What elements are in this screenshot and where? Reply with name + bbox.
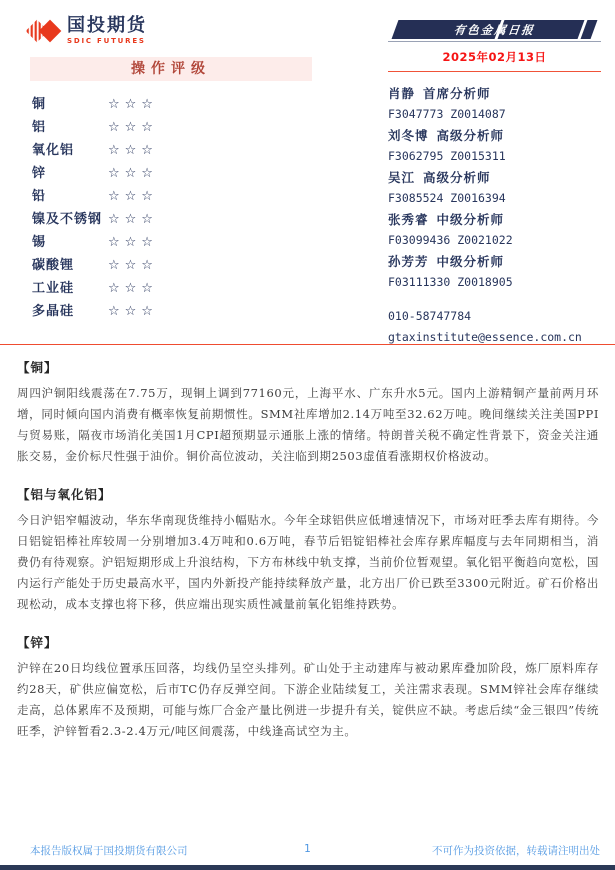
report-type-banner	[392, 20, 598, 39]
rating-panel-title: 操作评级	[30, 57, 312, 81]
section-copper	[17, 358, 599, 467]
logo-diamond-icon	[26, 16, 62, 50]
red-divider-line	[0, 344, 615, 345]
analyst-codes: F3062795 Z0015311	[388, 149, 506, 163]
analyst-name: 张秀睿	[388, 212, 429, 227]
section-title: 【锌】	[17, 635, 58, 650]
section-title: 【铝与氧化铝】	[17, 487, 112, 502]
metal-label: 氧化铝	[32, 143, 75, 158]
page-footer	[0, 843, 615, 861]
section-zinc	[17, 633, 599, 742]
analyst-codes: F3047773 Z0014087	[388, 107, 506, 121]
rating-row	[32, 162, 312, 185]
rating-row	[32, 139, 312, 162]
report-info-column	[388, 20, 601, 348]
report-type-banner-wrap	[388, 20, 601, 42]
analyst-name: 肖静	[388, 86, 416, 101]
section-body-text: 周四沪铜阳线震荡在7.75万，现铜上调到77160元，上海平水、广东升水5元。国内上游精铜产量前两月环增，同时倾向国内消费有概率恢复前期惯性。SMM社库增加2.14万吨至32.62万吨。晚间继续关注美国PPI与贸易账，隔夜市场消化美国1月CPI超预期显示通胀上涨的情绪。特朗普关税不确定性背景下，资金关注通胀交易，金价标尺性强于油价。铜价高位波动，关注临到期2503虚值看涨期权价格波动。	[17, 386, 599, 463]
logo-text	[67, 16, 147, 45]
star-rating: ☆☆☆	[108, 304, 158, 319]
star-rating: ☆☆☆	[108, 281, 158, 296]
rating-row	[32, 93, 312, 116]
section-body-text: 今日沪铝窄幅波动，华东华南现货维持小幅贴水。今年全球铝供应低增速情况下，市场对旺季去库有期待。今日铝锭铝棒社库较周一分别增加3.4万吨和0.6万吨，春节后铝锭铝棒社会库存累库幅度与去年同期相当，消费仍有待观察。沪铝短期形成上升浪结构，下方布林线中轨支撑，当前价位暂观望。氧化铝平衡趋向宽松，国内运行产能处于历史最高水平，国内外新投产能持续释放产量，北方出厂价已跌至3300元附近。矿石价格出现松动，成本支撑也将下移，供应端出现实质性减量前氧化铝维持跌势。	[17, 513, 599, 611]
footer-copyright: 本报告版权属于国投期货有限公司	[30, 845, 188, 857]
section-body-text: 沪锌在20日均线位置承压回落，均线仍呈空头排列。矿山处于主动建库与被动累库叠加阶段，炼厂原料库存约28天，矿供应偏宽松，后市TC仍存反弹空间。下游企业陆续复工，关注需求表现。SMM锌社会库存继续走高，总体累库不及预期，可能与炼厂合金产量比例进一步提升有关，锭供应不缺。考虑后续“金三银四”传统旺季，沪锌暂看2.3-2.4万元/吨区间震荡，中线逢高试空为主。	[17, 661, 599, 738]
rating-row	[32, 231, 312, 254]
rating-row	[32, 300, 312, 323]
metal-label: 碳酸锂	[32, 258, 75, 273]
analyst-name: 孙芳芳	[388, 254, 429, 269]
analyst-name-line	[388, 125, 601, 146]
star-rating: ☆☆☆	[108, 97, 158, 112]
metal-label: 铝	[32, 120, 47, 135]
analyst-name: 吴江	[388, 170, 416, 185]
analyst-codes: F03099436 Z0021022	[388, 233, 513, 247]
rating-row	[32, 116, 312, 139]
banner-seam-decoration	[578, 20, 588, 39]
star-rating: ☆☆☆	[108, 166, 158, 181]
logo-company-subtitle: SDIC FUTURES	[67, 36, 146, 45]
metal-label: 铅	[32, 189, 47, 204]
metal-label: 铜	[32, 97, 47, 112]
star-rating: ☆☆☆	[108, 120, 158, 135]
metal-label: 镍及不锈钢	[32, 212, 103, 227]
rating-row	[32, 254, 312, 277]
analyst-list	[388, 83, 601, 348]
rating-rows	[30, 93, 312, 323]
star-rating: ☆☆☆	[108, 258, 158, 273]
footer-page-number: 1	[304, 843, 311, 855]
metal-label: 锡	[32, 235, 47, 250]
analyst-name-line	[388, 167, 601, 188]
star-rating: ☆☆☆	[108, 143, 158, 158]
star-rating: ☆☆☆	[108, 212, 158, 227]
star-rating: ☆☆☆	[108, 189, 158, 204]
rating-row	[32, 208, 312, 231]
analyst-name: 刘冬博	[388, 128, 429, 143]
report-type-title: 有色金属日报	[453, 22, 536, 37]
metal-label: 多晶硅	[32, 304, 75, 319]
rating-row	[32, 277, 312, 300]
analyst-codes: F3085524 Z0016394	[388, 191, 506, 205]
footer-disclaimer: 不可作为投资依据，转载请注明出处	[432, 845, 600, 857]
section-title: 【铜】	[17, 360, 58, 375]
contact-email[interactable]: gtaxinstitute@essence.com.cn	[388, 330, 582, 344]
rating-row	[32, 185, 312, 208]
footer-bottom-bar	[0, 865, 615, 870]
star-rating: ☆☆☆	[108, 235, 158, 250]
contact-phone: 010-58747784	[388, 309, 472, 323]
analyst-title: 高级分析师	[436, 128, 505, 143]
analyst-codes: F03111330 Z0018905	[388, 275, 513, 289]
analyst-name-line	[388, 209, 601, 230]
report-body	[17, 350, 599, 760]
report-date: 2025年02月13日	[388, 49, 601, 72]
analyst-name-line	[388, 83, 601, 104]
metal-label: 锌	[32, 166, 47, 181]
analyst-title: 首席分析师	[423, 86, 491, 101]
analyst-title: 中级分析师	[436, 212, 505, 227]
rating-panel	[30, 57, 312, 323]
section-aluminum-alumina	[17, 485, 599, 615]
analyst-title: 中级分析师	[436, 254, 505, 269]
analyst-name-line	[388, 251, 601, 272]
logo-company-name: 国投期货	[67, 15, 147, 36]
analyst-title: 高级分析师	[423, 170, 491, 185]
metal-label: 工业硅	[32, 281, 75, 296]
logo	[26, 16, 147, 50]
